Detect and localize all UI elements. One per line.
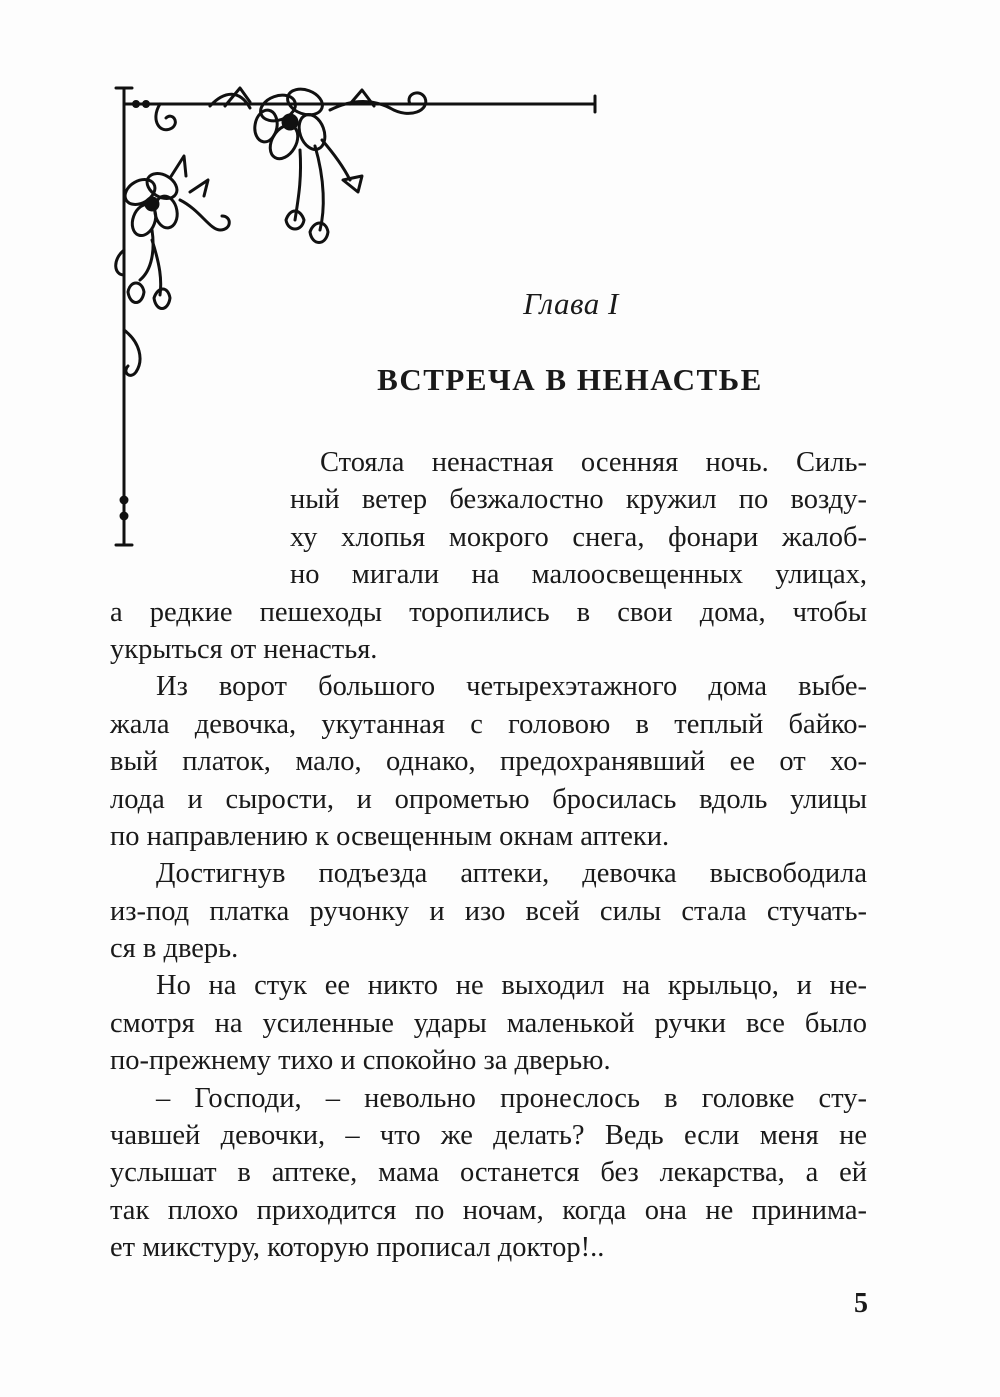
text-line: по-прежнему тихо и спокойно за дверью. [110, 1045, 611, 1077]
page-number: 5 [854, 1288, 868, 1319]
text-line: Стояла ненастная осенняя ночь. Силь- [320, 447, 867, 478]
text-line: лода и сырости, и опрометью бросилась вдоль улицы [110, 783, 867, 815]
text-line: ху хлопья мокрого снега, фонари жалоб- [290, 521, 867, 553]
chapter-title: ВСТРЕЧА В НЕНАСТЬЕ [377, 362, 763, 397]
text-line: смотря на усиленные удары маленькой ручки все было [110, 1007, 867, 1039]
text-line: жала девочка, укутанная с головою в теплый байко- [110, 708, 867, 740]
text-line: Достигнув подъезда аптеки, девочка высвободила [156, 858, 867, 890]
text-line: из-под платка ручонку и изо всей силы стала стучать- [110, 895, 867, 927]
text-line: ный ветер безжалостно кружил по возду- [290, 484, 867, 516]
text-line: чавшей девочки, – что же делать? Ведь если меня не [110, 1120, 867, 1152]
text-line: а редкие пешеходы торопились в свои дома, чтобы [110, 596, 867, 628]
text-line: Но на стук ее никто не выходил на крыльцо, и не- [156, 970, 867, 1002]
text-line: Из ворот большого четырехэтажного дома выбе- [156, 671, 867, 703]
text-line: – Господи, – невольно пронеслось в головке сту- [156, 1082, 867, 1114]
text-line: ет микстуру, которую прописал доктор!.. [110, 1232, 605, 1264]
left-flower [121, 168, 182, 238]
chapter-label: Глава I [523, 286, 619, 321]
text-line: укрыться от ненастья. [110, 633, 378, 665]
text-line: так плохо приходится по ночам, когда она не принима- [110, 1194, 867, 1226]
text-line: по направлению к освещенным окнам аптеки. [110, 820, 670, 852]
text-line: ся в дверь. [110, 933, 239, 965]
text-line: услышат в аптеке, мама останется без лекарства, а ей [110, 1157, 867, 1189]
text-line: вый платок, мало, однако, предохранявший ее от хо- [110, 746, 867, 778]
chapter-text [110, 444, 867, 1267]
text-line: но мигали на малоосвещенных улицах, [290, 559, 867, 591]
